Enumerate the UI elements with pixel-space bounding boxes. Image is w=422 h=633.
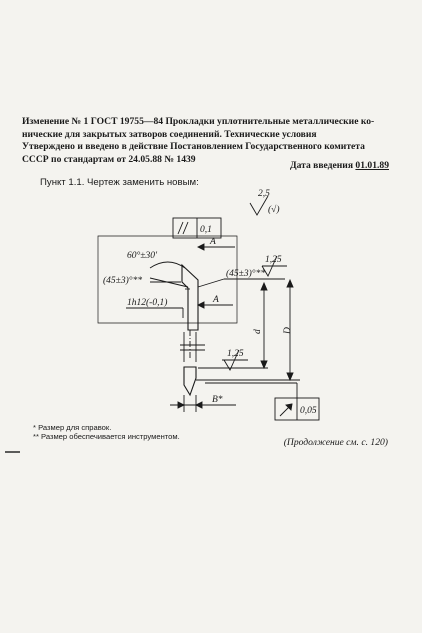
dim-b-label: B*	[212, 395, 223, 405]
header-line-4: СССР по стандартам от 24.05.88 № 1439	[22, 153, 196, 165]
header-line-2: нические для закрытых затворов соединений. Технические условия	[22, 128, 317, 140]
chamfer-left-label: (45±3)°**	[103, 276, 143, 286]
clause-text: Пункт 1.1. Чертеж заменить новым:	[40, 177, 199, 188]
chamfer-right-label: (45±3)°**	[226, 269, 266, 279]
roughness-bottom-label: 1,25	[227, 349, 244, 359]
header-line-3: Утверждено и введено в действие Постановлением Государственного комитета	[22, 141, 365, 152]
runout-tol-label: 0,05	[300, 406, 317, 416]
header-line-1: Изменение № 1 ГОСТ 19755—84 Прокладки уплотнительные металлические ко-	[22, 116, 375, 127]
footnotes	[33, 423, 180, 441]
roughness-paren-label: (√)	[268, 205, 280, 215]
roughness-top-label: 1,25	[265, 255, 282, 265]
effective-date-value: 01.01.89	[355, 160, 389, 171]
thickness-label: 1h12(-0,1)	[127, 298, 168, 308]
footnote-1: * Размер для справок.	[33, 423, 112, 432]
dim-d-label: d	[253, 329, 263, 334]
parallel-tol-label: 0,1	[200, 225, 212, 235]
effective-date-label: Дата введения	[289, 160, 354, 171]
roughness-value-label: 2,5	[258, 189, 270, 199]
dim-big-d-label: D	[283, 327, 293, 334]
datum-a-mid-label: A	[213, 295, 219, 305]
footnote-2: ** Размер обеспечивается инструментом.	[33, 432, 180, 441]
continuation-note: (Продолжение см. с. 120)	[283, 437, 388, 448]
datum-a-top-label: A	[210, 237, 216, 247]
angle-label: 60°±30'	[127, 251, 158, 261]
